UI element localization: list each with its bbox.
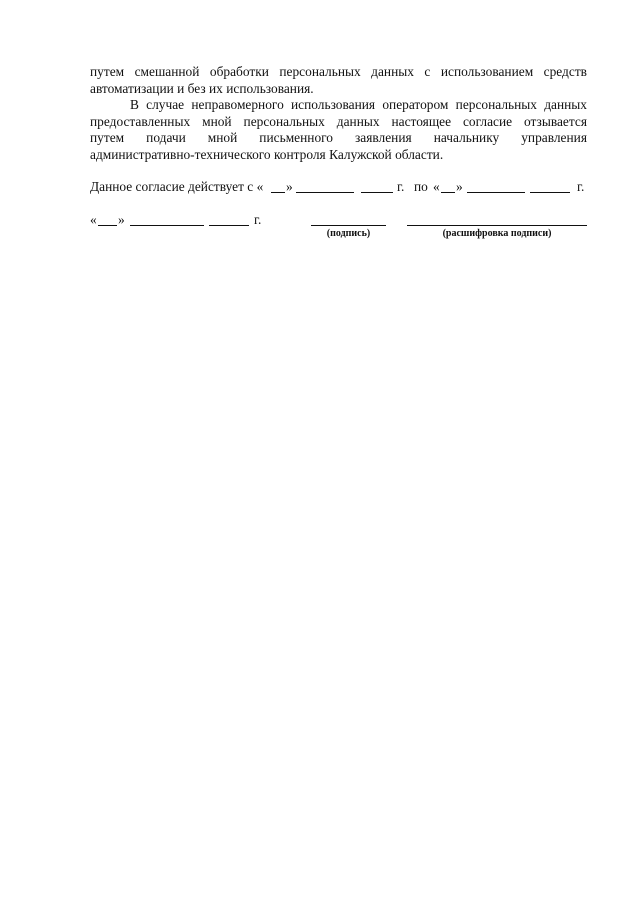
- validity-open-quote-2: «: [433, 179, 440, 194]
- validity-month-2-blank[interactable]: [467, 192, 525, 193]
- validity-day-2-blank[interactable]: [441, 192, 455, 193]
- validity-close-quote-2: »: [456, 179, 463, 194]
- signature-decoding-line[interactable]: [407, 225, 587, 226]
- validity-year-1-blank[interactable]: [361, 192, 393, 193]
- validity-day-1-blank[interactable]: [271, 192, 285, 193]
- paragraph-2-line-1: В случае неправомерного использования оператором персональных данных: [130, 97, 587, 112]
- validity-year-1-suffix: г.: [397, 179, 405, 194]
- signature-day-blank[interactable]: [98, 225, 117, 226]
- paragraph-2-line-4: административно-технического контроля Калужской области.: [90, 146, 444, 162]
- paragraph-1-line-2: автоматизации и без их использования.: [90, 80, 314, 96]
- validity-prefix: Данное согласие действует с «: [90, 179, 264, 194]
- validity-to-word: по: [414, 179, 428, 194]
- signature-year-suffix: г.: [254, 212, 262, 227]
- validity-close-quote-1: »: [286, 179, 293, 194]
- signature-month-blank[interactable]: [130, 225, 204, 226]
- validity-month-1-blank[interactable]: [296, 192, 354, 193]
- paragraph-2-line-2: предоставленных мной персональных данных настоящее согласие отзывается: [90, 113, 587, 129]
- paragraph-2-line-3: путем подачи мной письменного заявления начальнику управления: [90, 130, 587, 145]
- signature-close-quote: »: [118, 212, 125, 227]
- validity-year-2-blank[interactable]: [530, 192, 570, 193]
- signature-year-blank[interactable]: [209, 225, 249, 226]
- signature-open-quote: «: [90, 212, 97, 227]
- paragraph-1-line-1: путем смешанной обработки персональных данных с использованием средств: [90, 64, 587, 79]
- signature-line[interactable]: [311, 225, 386, 226]
- validity-year-2-suffix: г.: [577, 179, 585, 194]
- signature-decoding-caption: (расшифровка подписи): [442, 228, 552, 239]
- signature-caption: (подпись): [326, 228, 371, 239]
